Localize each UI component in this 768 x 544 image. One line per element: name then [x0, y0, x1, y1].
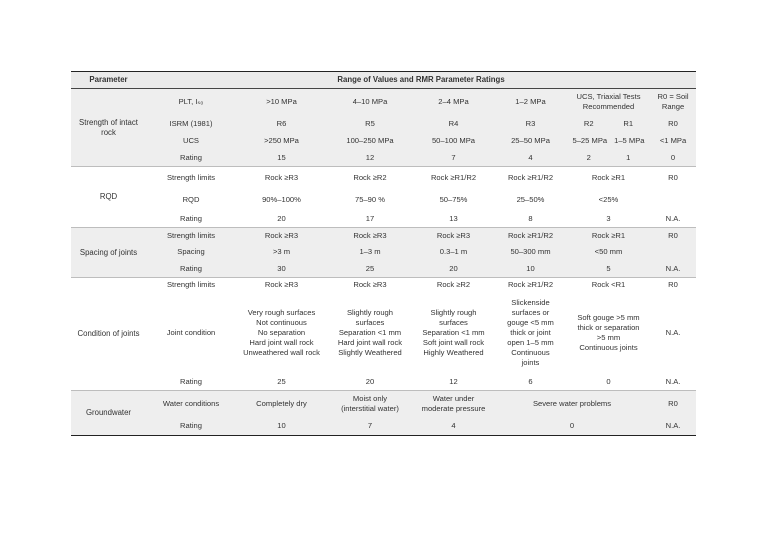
cell: 4–10 MPa [327, 89, 413, 116]
cell-line: Very rough surfaces [247, 308, 316, 317]
cell: 50–300 mm [494, 244, 567, 261]
cell-line: No separation [257, 328, 306, 337]
cell: R0 [668, 280, 678, 289]
cell: 7 [413, 150, 494, 167]
cell: 25–50 MPa [494, 133, 567, 150]
split-cell [567, 150, 650, 167]
cell-line: Separation <1 mm [338, 328, 402, 337]
cell: UCS, Triaxial Tests Recommended [567, 89, 650, 116]
condition-group [71, 278, 696, 391]
cell-line: Slightly rough [346, 308, 393, 317]
cell: N.A. [665, 213, 681, 223]
cell: 4 [413, 417, 494, 435]
cell: Rock ≥R1/R2 [430, 172, 477, 182]
cell: 2–4 MPa [413, 89, 494, 116]
cell: <50 mm [567, 244, 650, 261]
cell: >250 MPa [236, 133, 327, 150]
row-label: PLT, Iₛ₀ [146, 89, 236, 116]
cell: 20 [277, 213, 286, 223]
rmr-rating-table [71, 71, 696, 436]
cell-line: Soft joint wall rock [422, 338, 485, 347]
strength-group [71, 89, 696, 167]
split-cell [567, 116, 650, 133]
cell-line: Water under [432, 393, 475, 403]
joint-cell-2 [327, 292, 413, 374]
cell-line: moderate pressure [421, 403, 486, 413]
cell: Rock ≥R3 [264, 280, 299, 289]
table-row [71, 292, 696, 374]
row-label: Spacing [146, 244, 236, 261]
cell-line: Separation <1 mm [422, 328, 485, 337]
table-row [71, 150, 696, 167]
cell: 2 [586, 152, 591, 162]
param-groundwater: Groundwater [71, 390, 146, 435]
range-header: Range of Values and RMR Parameter Ratings [337, 75, 505, 84]
table-row [71, 211, 696, 228]
joint-cell-1 [236, 292, 327, 374]
row-label: Strength limits [166, 172, 216, 182]
split-cell [567, 133, 650, 150]
cell-line: Slickenside [511, 298, 550, 307]
row-label: Rating [146, 150, 236, 167]
cell: 25 [277, 376, 286, 386]
cell: 1 [626, 152, 631, 162]
table-row [71, 261, 696, 278]
table-row [71, 278, 696, 293]
table-row [71, 133, 696, 150]
cell-line: Continuous [511, 348, 550, 357]
cell: Rock <R1 [591, 280, 626, 289]
cell: R0 [668, 172, 678, 182]
param-rqd: RQD [99, 192, 118, 201]
cell: Rock ≥R2 [436, 280, 471, 289]
spacing-group [71, 228, 696, 278]
cell: Rock ≥R3 [264, 172, 299, 182]
cell-line: joints [521, 358, 540, 367]
row-label: Rating [180, 213, 202, 223]
water-cell-2 [327, 390, 413, 417]
cell: 0 [650, 150, 696, 167]
cell: 6 [528, 376, 533, 386]
joint-cell-3 [413, 292, 494, 374]
cell-line: Hard joint wall rock [337, 338, 403, 347]
cell: 8 [528, 213, 533, 223]
cell: 1–3 m [327, 244, 413, 261]
row-label: Strength limits [146, 228, 236, 244]
table-row [71, 244, 696, 261]
cell: R0 [650, 390, 696, 417]
cell: 15 [236, 150, 327, 167]
cell: 7 [327, 417, 413, 435]
cell: 10 [236, 417, 327, 435]
table-header-row [71, 72, 696, 89]
parameter-header: Parameter [89, 75, 128, 84]
cell [650, 189, 696, 211]
param-condition: Condition of joints [77, 328, 140, 338]
cell: 20 [413, 261, 494, 278]
table-row [71, 374, 696, 390]
cell: Rock ≥R1/R2 [507, 280, 554, 289]
cell: 20 [365, 376, 375, 386]
cell-line: Continuous joints [579, 343, 638, 352]
cell-line: gouge <5 mm [507, 318, 554, 327]
row-label: RQD [182, 194, 200, 204]
cell: 50–75% [439, 194, 468, 204]
cell: R4 [413, 116, 494, 133]
cell-line: surfaces [355, 318, 385, 327]
cell: R1 [623, 119, 634, 128]
cell: Rock ≥R1 [591, 172, 626, 182]
cell: Rock ≥R1/R2 [507, 172, 554, 182]
cell: >10 MPa [236, 89, 327, 116]
cell: Rock ≥R3 [236, 228, 327, 244]
cell: >3 m [236, 244, 327, 261]
cell-line: Soft gouge >5 mm [577, 313, 640, 322]
cell: 75–90 % [355, 194, 385, 204]
cell: Rock ≥R3 [413, 228, 494, 244]
cell: N.A. [665, 376, 681, 386]
cell: 12 [449, 376, 458, 386]
cell: 50–100 MPa [413, 133, 494, 150]
cell: R5 [327, 116, 413, 133]
cell-line: Unweathered wall rock [243, 348, 320, 357]
row-label: UCS [146, 133, 236, 150]
cell: 17 [365, 213, 375, 223]
cell-line: surfaces or [511, 308, 550, 317]
cell-line: Highly Weathered [423, 348, 484, 357]
param-strength: Strength of intact rock [71, 89, 146, 167]
cell-line: (interstitial water) [341, 403, 399, 413]
joint-cell-4 [494, 292, 567, 374]
cell: 1–5 MPa [614, 136, 645, 145]
cell: N.A. [650, 417, 696, 435]
row-label: Rating [146, 261, 236, 278]
table-row [71, 417, 696, 435]
cell: Rock ≥R3 [327, 228, 413, 244]
row-label: Rating [180, 376, 202, 386]
cell: 1–2 MPa [494, 89, 567, 116]
cell: 0.3–1 m [413, 244, 494, 261]
cell-line: Moist only [352, 393, 388, 403]
cell-line: thick or joint [510, 328, 551, 337]
cell: 90%–100% [262, 194, 301, 204]
cell: Rock ≥R3 [353, 280, 387, 289]
row-label: Strength limits [166, 280, 216, 289]
cell [650, 244, 696, 261]
cell-line: surfaces [439, 318, 468, 327]
table-row [71, 116, 696, 133]
table-row [71, 89, 696, 116]
joint-cell-5 [567, 292, 650, 374]
cell-line: Slightly rough [430, 308, 477, 317]
cell: R0 [650, 228, 696, 244]
cell: 13 [449, 213, 458, 223]
cell: 3 [606, 213, 611, 223]
groundwater-group [71, 390, 696, 435]
table-row [71, 189, 696, 211]
cell-line: Slightly Weathered [338, 348, 402, 357]
table-row [71, 390, 696, 417]
cell: 12 [327, 150, 413, 167]
cell: R2 [583, 119, 594, 128]
cell-line: thick or separation [577, 323, 640, 332]
cell: R6 [236, 116, 327, 133]
cell-line: open 1–5 mm [507, 338, 554, 347]
cell: <1 MPa [650, 133, 696, 150]
cell-line: Not continuous [256, 318, 307, 327]
cell-line: Hard joint wall rock [249, 338, 314, 347]
cell: N.A. [665, 328, 681, 337]
cell: 100–250 MPa [327, 133, 413, 150]
cell: R3 [494, 116, 567, 133]
cell: 25–50% [516, 194, 545, 204]
cell: Rock ≥R1/R2 [494, 228, 567, 244]
row-label: ISRM (1981) [146, 116, 236, 133]
cell: <25% [598, 194, 619, 204]
cell: 0 [606, 376, 611, 386]
param-spacing: Spacing of joints [71, 228, 146, 278]
cell: N.A. [650, 261, 696, 278]
rqd-group [71, 167, 696, 228]
water-cell-3 [413, 390, 494, 417]
cell: 25 [327, 261, 413, 278]
table-row [71, 228, 696, 244]
cell-line: >5 mm [596, 333, 621, 342]
cell: 30 [236, 261, 327, 278]
cell: Severe water problems [494, 390, 650, 417]
cell: 5–25 MPa [572, 136, 608, 145]
cell: R0 = Soil Range [650, 89, 696, 116]
cell: Rock ≥R1 [567, 228, 650, 244]
row-label: Water conditions [146, 390, 236, 417]
cell: 10 [494, 261, 567, 278]
cell: R0 [650, 116, 696, 133]
row-label: Rating [146, 417, 236, 435]
cell: Rock ≥R2 [353, 172, 387, 182]
cell: Completely dry [236, 390, 327, 417]
cell: 0 [494, 417, 650, 435]
cell: 5 [567, 261, 650, 278]
cell: 4 [494, 150, 567, 167]
table-row [71, 167, 696, 189]
row-label: Joint condition [166, 328, 216, 337]
